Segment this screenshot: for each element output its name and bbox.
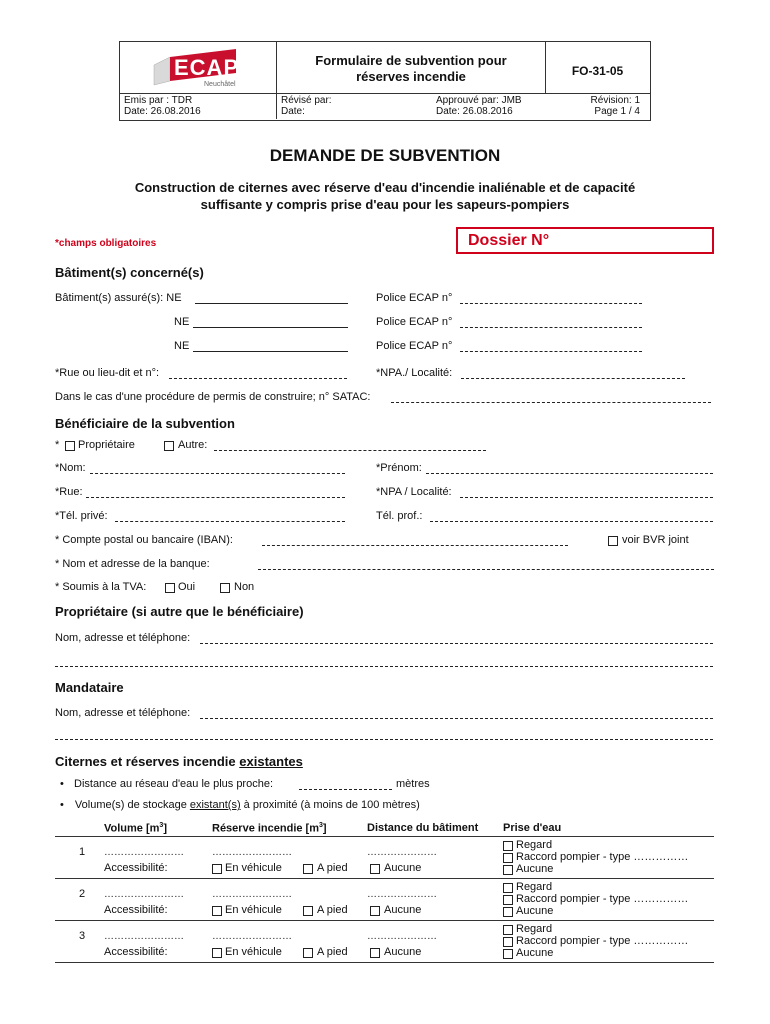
batiment-assure-field-3[interactable]: [193, 351, 348, 352]
proprietaire-label: Propriétaire: [78, 439, 135, 451]
dossier-box[interactable]: [456, 227, 714, 254]
bullet-distance-text: Distance au réseau d'eau le plus proche:: [74, 778, 274, 790]
en-vehicule-label: En véhicule: [225, 862, 282, 874]
rue-benef-field[interactable]: [86, 497, 345, 498]
table-row-line: [55, 920, 714, 921]
section-beneficiaire: Bénéficiaire de la subvention: [55, 416, 235, 431]
autre-field[interactable]: [214, 450, 486, 451]
col-reserve: Réserve incendie $[m^3]$: [212, 822, 327, 835]
accessibilite-label: Accessibilité:: [104, 946, 168, 958]
batiment-assure-field-1[interactable]: [195, 303, 348, 304]
tel-prive-label: *Tél. privé:: [55, 510, 108, 522]
distance-field[interactable]: …………………: [367, 931, 437, 942]
raccord-checkbox[interactable]: [503, 895, 513, 905]
volume-field[interactable]: ……………………: [104, 931, 184, 942]
distance-field[interactable]: …………………: [367, 847, 437, 858]
citernes-heading-underlined: existantes: [239, 754, 303, 769]
batiment-assure-field-2[interactable]: [193, 327, 348, 328]
section-batiments: Bâtiment(s) concerné(s): [55, 265, 204, 280]
tva-non-checkbox[interactable]: [220, 583, 230, 593]
raccord-checkbox[interactable]: [503, 937, 513, 947]
header-hline: [119, 93, 650, 94]
police-field-3[interactable]: [460, 351, 642, 352]
bullet-volume-c: à proximité (à moins de 100 mètres): [240, 799, 420, 811]
col-prise: Prise d'eau: [503, 822, 562, 834]
satac-field[interactable]: [391, 402, 711, 403]
batiment-assure-label: Bâtiment(s) assuré(s): NE: [55, 292, 182, 304]
aucune-distance-checkbox[interactable]: [370, 906, 380, 916]
citerne-row-number: 2: [79, 888, 86, 900]
police-label-2: Police ECAP n°: [376, 316, 453, 328]
aucune-prise-checkbox[interactable]: [503, 907, 513, 917]
police-label-3: Police ECAP n°: [376, 340, 453, 352]
tel-prof-field[interactable]: [430, 521, 713, 522]
rue-benef-label: *Rue:: [55, 486, 83, 498]
approuve-date: Date: 26.08.2016: [436, 106, 513, 117]
reserve-field[interactable]: ……………………: [212, 889, 292, 900]
form-code: FO-31-05: [571, 64, 624, 78]
regard-label: Regard: [516, 923, 553, 935]
nom-label-text: *Nom:: [55, 462, 86, 474]
aucune-distance-label: Aucune: [384, 862, 422, 874]
svg-text:ECAP: ECAP: [174, 55, 240, 80]
citerne-row-number: 1: [79, 846, 86, 858]
raccord-label: Raccord pompier - type ……………: [516, 851, 689, 863]
table-row-line: [55, 962, 714, 963]
mandataire-nom-label: Nom, adresse et téléphone:: [55, 707, 191, 719]
en-vehicule-checkbox[interactable]: [212, 906, 222, 916]
tel-prof-label: Tél. prof.:: [376, 510, 423, 522]
dossier-label: Dossier N°: [468, 232, 550, 249]
revision: Révision: 1: [590, 95, 640, 106]
batiment-ne-2: NE: [174, 316, 190, 328]
police-field-2[interactable]: [460, 327, 642, 328]
banque-label: * Nom et adresse de la banque:: [55, 558, 210, 570]
distance-field[interactable]: [299, 789, 392, 790]
aucune-distance-checkbox[interactable]: [370, 864, 380, 874]
rue-field[interactable]: [169, 378, 347, 379]
tel-prive-field[interactable]: [115, 521, 345, 522]
beneficiaire-type-row: [55, 439, 59, 451]
emis-par: Emis par : TDR: [124, 95, 193, 106]
autre-label: Autre:: [178, 439, 208, 451]
a-pied-checkbox[interactable]: [303, 948, 313, 958]
npa-field[interactable]: [461, 378, 685, 379]
nom-field-line[interactable]: [90, 473, 345, 474]
proprietaire-nom-label: Nom, adresse et téléphone:: [55, 632, 191, 644]
regard-label: Regard: [516, 839, 553, 851]
raccord-checkbox[interactable]: [503, 853, 513, 863]
aucune-prise-label: Aucune: [516, 905, 554, 917]
distance-field[interactable]: …………………: [367, 889, 437, 900]
required-note: *champs obligatoires: [55, 238, 157, 249]
bullet-dot: •: [60, 778, 64, 790]
aucune-prise-checkbox[interactable]: [503, 865, 513, 875]
page-number: Page 1 / 4: [594, 106, 640, 117]
citernes-heading-text: Citernes et réserves incendie: [55, 754, 240, 769]
subtitle-line1: Construction de citernes avec réserve d'eau d'incendie inaliénable et de capacité: [134, 180, 636, 195]
compte-field[interactable]: [262, 545, 568, 546]
page-title: DEMANDE DE SUBVENTION: [269, 146, 501, 165]
aucune-distance-label: Aucune: [384, 904, 422, 916]
a-pied-label: A pied: [317, 862, 348, 874]
distance-unit: mètres: [396, 778, 430, 790]
col-volume: Volume $[m^3]$: [104, 822, 167, 835]
aucune-prise-checkbox[interactable]: [503, 949, 513, 959]
approuve-par: Approuvé par: JMB: [436, 95, 522, 106]
mandataire-nom-field[interactable]: [200, 718, 713, 719]
bvr-label: voir BVR joint: [622, 534, 689, 546]
accessibilite-label: Accessibilité:: [104, 862, 168, 874]
regard-label: Regard: [516, 881, 553, 893]
citerne-row-number: 3: [79, 930, 86, 942]
revise-date: Date:: [281, 106, 305, 117]
en-vehicule-label: En véhicule: [225, 946, 282, 958]
prenom-label: *Prénom:: [376, 462, 422, 474]
section-proprietaire: Propriétaire (si autre que le bénéficiaire): [55, 604, 304, 619]
tva-oui-label: Oui: [178, 581, 196, 593]
accessibilite-label: Accessibilité:: [104, 904, 168, 916]
form-title-line2: réserves incendie: [356, 69, 466, 84]
prenom-field[interactable]: [426, 473, 713, 474]
police-label-1: Police ECAP n°: [376, 292, 453, 304]
npa-benef-field[interactable]: [460, 497, 713, 498]
a-pied-label: A pied: [317, 946, 348, 958]
proprietaire-nom-field[interactable]: [200, 643, 713, 644]
en-vehicule-checkbox[interactable]: [212, 864, 222, 874]
npa-label: *NPA./ Localité:: [376, 367, 453, 379]
regard-checkbox[interactable]: [503, 925, 513, 935]
aucune-distance-checkbox[interactable]: [370, 948, 380, 958]
bullet-volume-a: Volume(s) de stockage: [74, 799, 190, 811]
aucune-prise-label: Aucune: [516, 947, 554, 959]
subtitle-line2: suffisante y compris prise d'eau pour les sapeurs-pompiers: [200, 197, 570, 212]
autre-checkbox[interactable]: [164, 441, 174, 451]
proprietaire-nom-field-2[interactable]: [55, 666, 713, 667]
regard-checkbox[interactable]: [503, 841, 513, 851]
bvr-checkbox[interactable]: [608, 536, 618, 546]
volume-field[interactable]: ……………………: [104, 889, 184, 900]
reserve-field[interactable]: ……………………: [212, 931, 292, 942]
a-pied-label: A pied: [317, 904, 348, 916]
mandataire-nom-field-2[interactable]: [55, 739, 713, 740]
satac-label: Dans le cas d'une procédure de permis de construire; n° SATAC:: [55, 391, 371, 403]
section-mandataire: Mandataire: [55, 680, 124, 695]
tva-oui-checkbox[interactable]: [165, 583, 175, 593]
proprietaire-checkbox[interactable]: [65, 441, 75, 451]
col-distance: Distance du bâtiment: [367, 822, 479, 834]
npa-benef-label: *NPA / Localité:: [376, 486, 452, 498]
form-title-line1: Formulaire de subvention pour: [315, 53, 507, 68]
bullet-dot-2: •: [60, 799, 64, 811]
police-field-1[interactable]: [460, 303, 642, 304]
a-pied-checkbox[interactable]: [303, 906, 313, 916]
banque-field[interactable]: [258, 569, 714, 570]
required-star: *: [55, 439, 60, 451]
raccord-label: Raccord pompier - type ……………: [516, 935, 689, 947]
a-pied-checkbox[interactable]: [303, 864, 313, 874]
en-vehicule-label: En véhicule: [225, 904, 282, 916]
logo-subtitle: Neuchâtel: [204, 81, 236, 88]
table-top-line: [55, 836, 714, 837]
emis-date: Date: 26.08.2016: [124, 106, 201, 117]
en-vehicule-checkbox[interactable]: [212, 948, 222, 958]
compte-label: * Compte postal ou bancaire (IBAN):: [55, 534, 233, 546]
bullet-volume-b: existant(s): [189, 799, 241, 811]
bullet-volume: [60, 799, 420, 811]
aucune-prise-label: Aucune: [516, 863, 554, 875]
regard-checkbox[interactable]: [503, 883, 513, 893]
tva-non-label: Non: [234, 581, 255, 593]
aucune-distance-label: Aucune: [384, 946, 422, 958]
rue-label: *Rue ou lieu-dit et n°:: [55, 367, 160, 379]
section-citernes: [55, 754, 303, 769]
raccord-label: Raccord pompier - type ……………: [516, 893, 689, 905]
table-row-line: [55, 878, 714, 879]
volume-field[interactable]: ……………………: [104, 847, 184, 858]
reserve-field[interactable]: ……………………: [212, 847, 292, 858]
batiment-ne-3: NE: [174, 340, 190, 352]
tva-label: * Soumis à la TVA:: [55, 581, 147, 593]
revise-par: Révisé par:: [281, 95, 332, 106]
